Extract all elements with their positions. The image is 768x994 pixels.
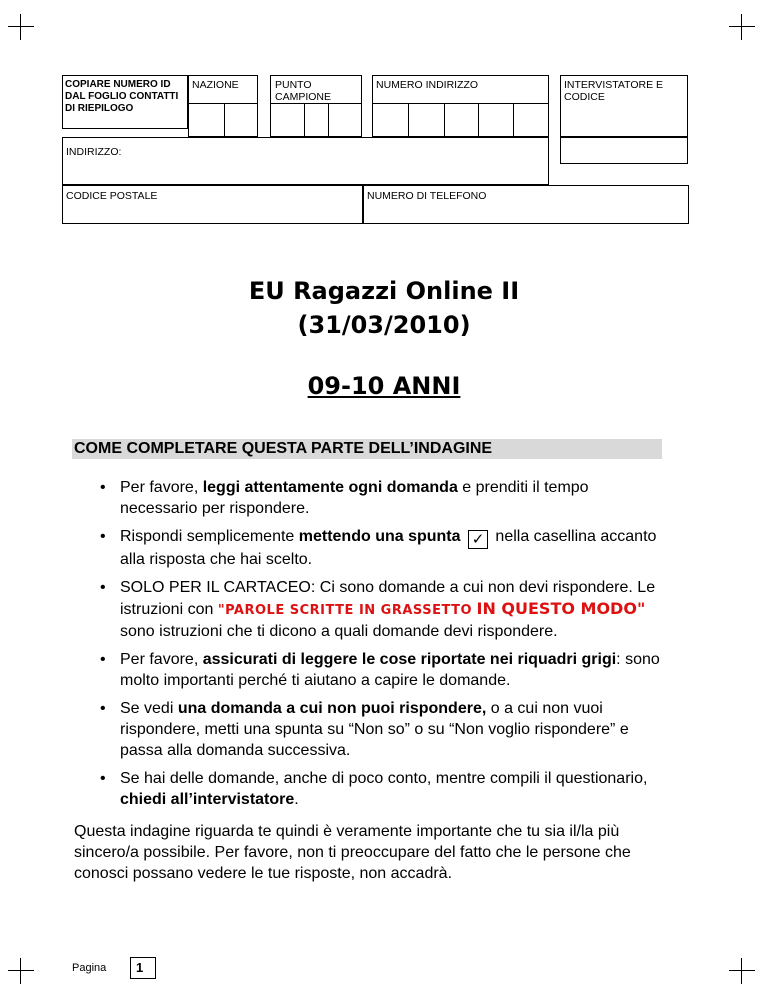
- age-group-wrap: [0, 372, 768, 400]
- survey-title: EU Ragazzi Online II: [248, 277, 520, 305]
- instruction-item: • Se hai delle domande, anche di poco conto, mentre compili il questionario, chiedi all’intervistatore.: [100, 768, 660, 810]
- crop-mark-top-left: [8, 14, 34, 40]
- interviewer-label: INTERVISTATORE E CODICE: [564, 79, 663, 103]
- copy-id-label: COPIARE NUMERO ID DAL FOGLIO CONTATTI DI RIEPILOGO: [65, 79, 179, 114]
- instruction-item: • Se vedi una domanda a cui non puoi rispondere, o a cui non vuoi rispondere, metti una spunta su “Non so” o su “Non voglio rispondere” e passa alla domanda successiva.: [100, 698, 660, 761]
- crop-mark-bottom-left: [8, 958, 34, 984]
- page-label: Pagina: [72, 962, 107, 974]
- section-heading: COME COMPLETARE QUESTA PARTE DELL’INDAGINE: [74, 440, 493, 457]
- age-group-title: 09-10 ANNI: [307, 372, 461, 400]
- address-field[interactable]: [62, 137, 549, 185]
- instruction-item: • Rispondi semplicemente mettendo una spunta ✓ nella casellina accanto alla risposta che hai scelto.: [100, 526, 660, 570]
- survey-date: (31/03/2010): [297, 311, 471, 339]
- nation-label: NAZIONE: [192, 79, 239, 91]
- handwritten-instruction-a: "PAROLE SCRITTE IN GRASSETTO: [217, 603, 473, 618]
- closing-paragraph: Questa indagine riguarda te quindi è veramente importante che tu sia il/la più sincero/a possibile. Per favore, non ti preoccupare del fatto che le persone che conosci possano vedere le tue risposte, non accadrà.: [74, 823, 631, 882]
- address-label: INDIRIZZO:: [66, 146, 122, 158]
- instruction-item: • Per favore, leggi attentamente ogni domanda e prenditi il tempo necessario per rispondere.: [100, 477, 660, 519]
- checkmark-example-icon: ✓: [468, 530, 488, 549]
- interviewer-code-field[interactable]: [560, 137, 688, 164]
- crop-mark-top-right: [729, 14, 755, 40]
- instructions-list: [100, 477, 660, 817]
- postcode-label: CODICE POSTALE: [66, 190, 158, 202]
- instruction-item: • Per favore, assicurati di leggere le cose riportate nei riquadri grigi: sono molto importanti perché ti aiutano a capire le domande.: [100, 649, 660, 691]
- sample-point-label: PUNTO CAMPIONE: [275, 79, 332, 103]
- address-number-label: NUMERO INDIRIZZO: [376, 79, 479, 91]
- crop-mark-bottom-right: [729, 958, 755, 984]
- phone-label: NUMERO DI TELEFONO: [367, 190, 487, 202]
- handwritten-instruction-b: IN QUESTO MODO": [476, 599, 646, 618]
- instruction-item: • SOLO PER IL CARTACEO: Ci sono domande a cui non devi rispondere. Le istruzioni con "PAROLE SCRITTE IN GRASSETTO IN QUESTO MODO" sono istruzioni che ti dicono a quali domande devi rispondere.: [100, 577, 660, 642]
- page-number: 1: [130, 957, 156, 979]
